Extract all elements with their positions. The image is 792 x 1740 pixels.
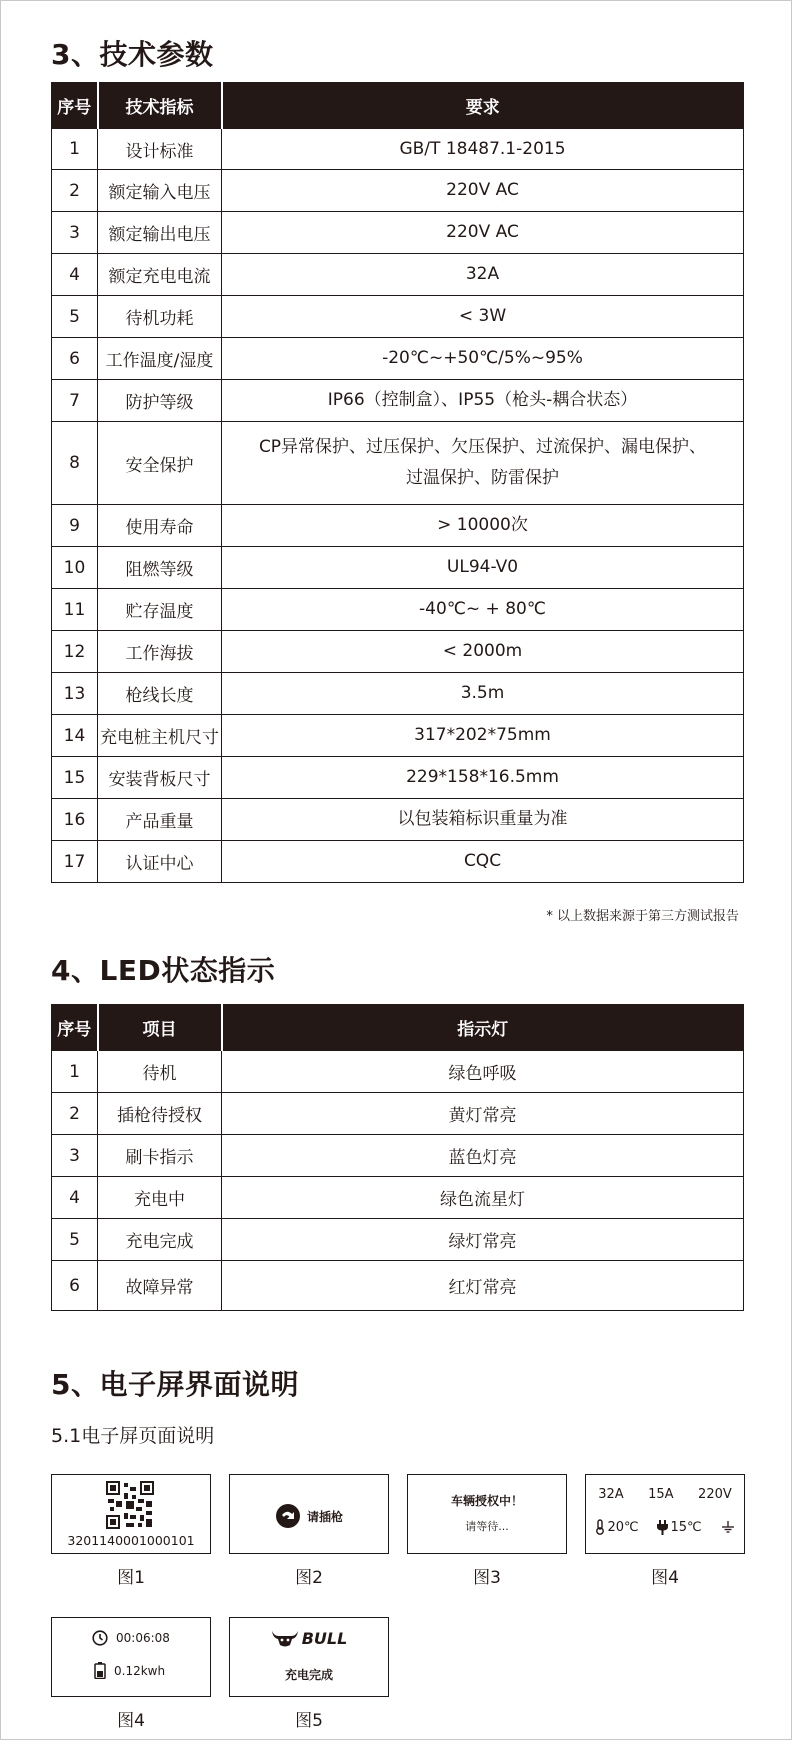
- row-requirement: [222, 631, 744, 673]
- row-no: 3: [52, 1135, 98, 1177]
- section-title-tech: 3、技术参数: [51, 38, 214, 71]
- col-header-req: 要求: [222, 83, 744, 129]
- row-no: 14: [52, 715, 98, 757]
- temp-1: [595, 1519, 638, 1535]
- row-light: 绿色呼吸: [222, 1051, 744, 1093]
- requirement-text: < 3W: [458, 306, 507, 326]
- tech-spec-table: [51, 82, 744, 883]
- col-header-item: 项目: [98, 1005, 222, 1051]
- row-item: 认证中心: [98, 841, 222, 883]
- status-row-bottom: [586, 1519, 744, 1535]
- brand-name: BULL: [301, 1628, 348, 1648]
- screen-charge-complete: [229, 1617, 389, 1697]
- row-item: 充电桩主机尺寸: [98, 715, 222, 757]
- table-row: [52, 1135, 744, 1177]
- caption-3: 图3: [473, 1568, 501, 1588]
- section-subtitle-screen: 5.1电子屏页面说明: [51, 1425, 215, 1447]
- row-requirement: [222, 338, 744, 380]
- row-requirement: [222, 212, 744, 254]
- caption-2: 图2: [295, 1568, 323, 1588]
- table-row: [52, 715, 744, 757]
- time-row: [92, 1630, 170, 1646]
- charge-time: 00:06:08: [116, 1631, 170, 1645]
- row-no: 9: [52, 505, 98, 547]
- authorizing-text: 车辆授权中！: [450, 1494, 523, 1508]
- caption-5: 图4: [117, 1711, 145, 1731]
- row-no: 8: [52, 422, 98, 505]
- plug-gun-icon: [275, 1503, 301, 1529]
- charge-energy: 0.12kwh: [114, 1663, 166, 1678]
- row-no: 17: [52, 841, 98, 883]
- row-no: 10: [52, 547, 98, 589]
- row-item: 故障异常: [98, 1261, 222, 1311]
- table-row: [52, 170, 744, 212]
- caption-6: 图5: [295, 1711, 323, 1731]
- row-item: 枪线长度: [98, 673, 222, 715]
- thermometer-icon: [595, 1519, 605, 1535]
- row-requirement: [222, 170, 744, 212]
- table-row: [52, 1051, 744, 1093]
- insert-gun-text: 请插枪: [306, 1509, 343, 1524]
- section-title-screen: 5、电子屏界面说明: [51, 1368, 299, 1401]
- table-row: [52, 505, 744, 547]
- data-source-note: * 以上数据来源于第三方测试报告: [546, 909, 739, 924]
- row-no: 2: [52, 1093, 98, 1135]
- requirement-text: 32A: [465, 264, 500, 284]
- screen-authorizing: [407, 1474, 567, 1554]
- temp-2-value: 15℃: [670, 1519, 702, 1535]
- current-value-2: 15A: [648, 1487, 674, 1502]
- energy-row: [94, 1662, 165, 1679]
- row-requirement: [222, 673, 744, 715]
- table-row: [52, 338, 744, 380]
- table-header: [52, 1005, 744, 1051]
- requirement-text-line2: 过温保护、防雷保护: [406, 468, 559, 488]
- brand-row: [230, 1628, 388, 1648]
- row-no: 7: [52, 380, 98, 422]
- table-row: [52, 589, 744, 631]
- plug-icon: [657, 1520, 668, 1535]
- requirement-text: < 2000m: [442, 641, 523, 661]
- row-item: 阻燃等级: [98, 547, 222, 589]
- table-row: [52, 757, 744, 799]
- row-requirement: [222, 715, 744, 757]
- requirement-text: 3.5m: [460, 683, 505, 703]
- row-requirement: [222, 799, 744, 841]
- row-item: 额定输入电压: [98, 170, 222, 212]
- row-no: 11: [52, 589, 98, 631]
- requirement-text: -20℃~+50℃/5%~95%: [382, 348, 583, 368]
- clock-icon: [92, 1630, 108, 1646]
- temp-1-value: 20℃: [607, 1519, 639, 1535]
- table-row: [52, 422, 744, 505]
- requirement-text: CP异常保护、过压保护、欠压保护、过流保护、漏电保护、: [258, 437, 707, 457]
- table-row: [52, 129, 744, 170]
- row-requirement: [222, 841, 744, 883]
- device-code: 3201140001000101: [67, 1533, 195, 1548]
- row-item: 工作温度/湿度: [98, 338, 222, 380]
- row-no: 5: [52, 296, 98, 338]
- row-no: 4: [52, 1177, 98, 1219]
- row-no: 6: [52, 1261, 98, 1311]
- battery-icon: [94, 1662, 106, 1679]
- charge-complete-text: 充电完成: [284, 1668, 333, 1682]
- row-no: 2: [52, 170, 98, 212]
- row-no: 13: [52, 673, 98, 715]
- table-row: [52, 799, 744, 841]
- col-header-no: 序号: [52, 83, 98, 129]
- row-item: 设计标准: [98, 129, 222, 170]
- requirement-text: 以包装箱标识重量为准: [397, 809, 568, 829]
- screen-insert-gun: [229, 1474, 389, 1554]
- table-row: [52, 254, 744, 296]
- table-row: [52, 1219, 744, 1261]
- screen-qr: [51, 1474, 211, 1554]
- screen-charging-info: [51, 1617, 211, 1697]
- row-item: 使用寿命: [98, 505, 222, 547]
- row-item: 额定充电电流: [98, 254, 222, 296]
- row-requirement: [222, 254, 744, 296]
- row-no: 5: [52, 1219, 98, 1261]
- table-row: [52, 296, 744, 338]
- table-row: [52, 212, 744, 254]
- row-item: 插枪待授权: [98, 1093, 222, 1135]
- caption-4: 图4: [651, 1568, 679, 1588]
- screen-status: [585, 1474, 745, 1554]
- row-requirement: [222, 547, 744, 589]
- led-table: [51, 1004, 744, 1311]
- requirement-text: -40℃~ + 80℃: [419, 599, 546, 619]
- row-item: 防护等级: [98, 380, 222, 422]
- row-no: 6: [52, 338, 98, 380]
- row-requirement: [222, 757, 744, 799]
- row-no: 1: [52, 129, 98, 170]
- table-row: [52, 841, 744, 883]
- row-light: 黄灯常亮: [222, 1093, 744, 1135]
- row-item: 贮存温度: [98, 589, 222, 631]
- row-light: 绿灯常亮: [222, 1219, 744, 1261]
- requirement-text: 229*158*16.5mm: [406, 767, 559, 787]
- section-title-led: 4、LED状态指示: [51, 954, 276, 987]
- table-header: [52, 83, 744, 129]
- please-wait-text: 请等待...: [465, 1520, 509, 1533]
- row-item: 待机: [98, 1051, 222, 1093]
- voltage-value: 220V: [698, 1487, 732, 1502]
- status-row-top: [586, 1487, 744, 1502]
- col-header-light: 指示灯: [222, 1005, 744, 1051]
- col-header-no: 序号: [52, 1005, 98, 1051]
- requirement-text: IP66（控制盒）、IP55（枪头-耦合状态）: [327, 390, 638, 410]
- current-value: 32A: [598, 1487, 624, 1502]
- requirement-text: > 10000次: [437, 515, 528, 535]
- table-row: [52, 631, 744, 673]
- table-row: [52, 1093, 744, 1135]
- row-no: 4: [52, 254, 98, 296]
- row-requirement: [222, 422, 744, 505]
- row-light: 红灯常亮: [222, 1261, 744, 1311]
- caption-1: 图1: [117, 1568, 145, 1588]
- row-item: 刷卡指示: [98, 1135, 222, 1177]
- row-no: 12: [52, 631, 98, 673]
- table-row: [52, 1261, 744, 1311]
- row-requirement: [222, 129, 744, 170]
- col-header-item: 技术指标: [98, 83, 222, 129]
- table-row: [52, 547, 744, 589]
- row-item: 充电完成: [98, 1219, 222, 1261]
- table-row: [52, 380, 744, 422]
- row-requirement: [222, 296, 744, 338]
- row-light: 绿色流星灯: [222, 1177, 744, 1219]
- table-row: [52, 1177, 744, 1219]
- row-requirement: [222, 380, 744, 422]
- ground-icon: [721, 1521, 735, 1533]
- requirement-text: UL94-V0: [446, 557, 519, 577]
- row-no: 15: [52, 757, 98, 799]
- row-item: 额定输出电压: [98, 212, 222, 254]
- row-item: 安装背板尺寸: [98, 757, 222, 799]
- bull-logo-icon: [271, 1628, 299, 1648]
- row-light: 蓝色灯亮: [222, 1135, 744, 1177]
- row-item: 产品重量: [98, 799, 222, 841]
- row-item: 待机功耗: [98, 296, 222, 338]
- row-no: 3: [52, 212, 98, 254]
- row-requirement: [222, 505, 744, 547]
- requirement-text: 317*202*75mm: [414, 725, 551, 745]
- requirement-text: CQC: [463, 851, 502, 871]
- insert-gun-row: [230, 1503, 388, 1529]
- row-requirement: [222, 589, 744, 631]
- requirement-text: 220V AC: [446, 180, 519, 200]
- row-no: 16: [52, 799, 98, 841]
- requirement-text: 220V AC: [446, 222, 519, 242]
- temp-2: [657, 1520, 701, 1535]
- table-row: [52, 673, 744, 715]
- row-item: 充电中: [98, 1177, 222, 1219]
- qr-code-icon: [106, 1481, 154, 1529]
- requirement-text: GB/T 18487.1-2015: [399, 138, 566, 159]
- row-item: 工作海拔: [98, 631, 222, 673]
- row-no: 1: [52, 1051, 98, 1093]
- row-item: 安全保护: [98, 422, 222, 505]
